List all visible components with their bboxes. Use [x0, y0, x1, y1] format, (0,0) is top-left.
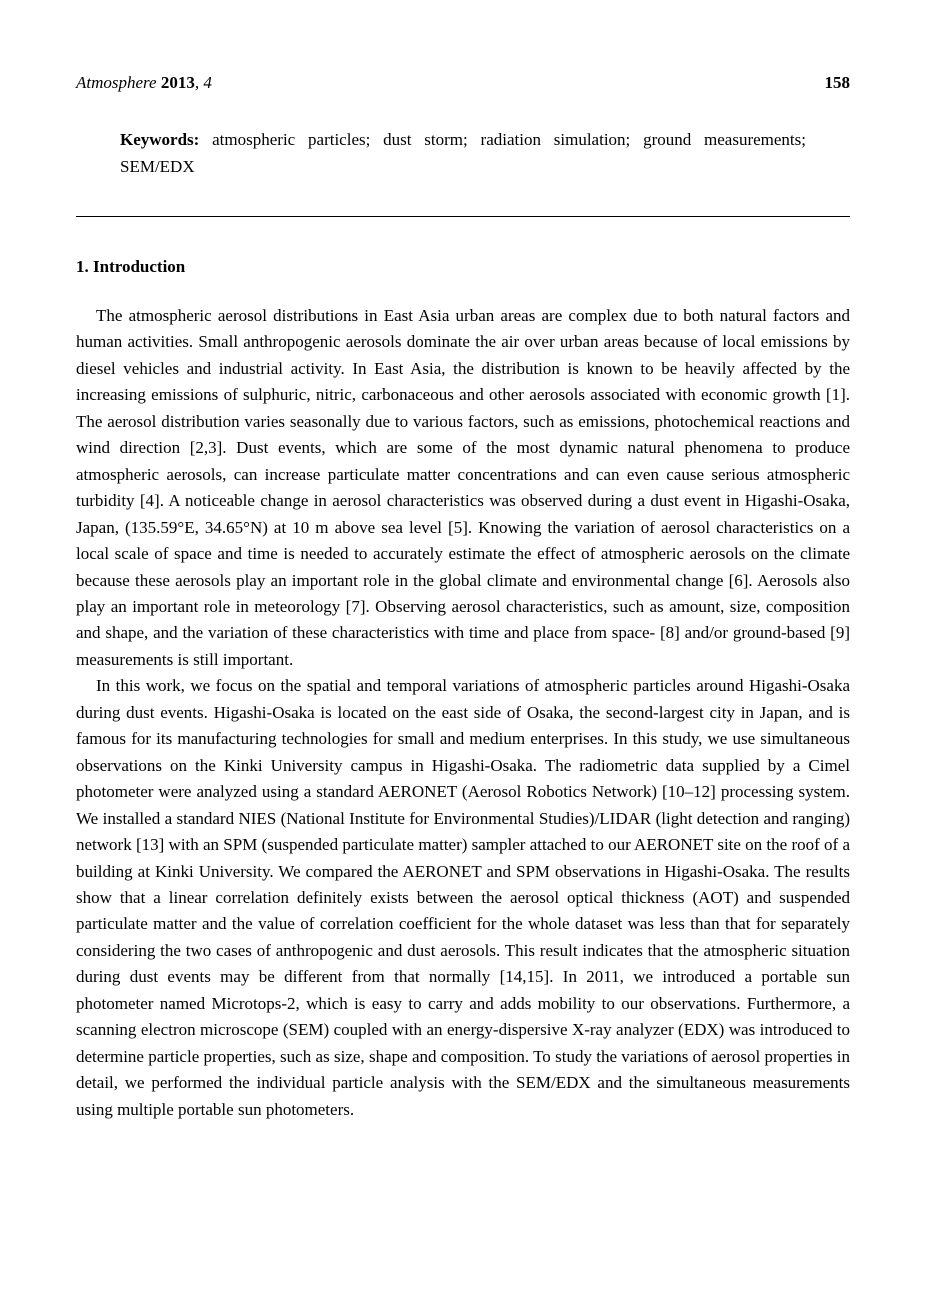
keywords-label: Keywords:: [120, 130, 200, 149]
journal-issue: , 4: [194, 73, 212, 92]
keywords-block: [120, 127, 806, 180]
section-divider: [76, 216, 850, 217]
intro-paragraph-1: The atmospheric aerosol distributions in East Asia urban areas are complex due to both natural factors and human activities. Small anthropogenic aerosols dominate the air over urban areas because of local emissions by diesel vehicles and industrial activity. In East Asia, the distribution is known to be heavily affected by the increasing emissions of sulphuric, nitric, carbonaceous and other aerosols associated with economic growth [1]. The aerosol distribution varies seasonally due to various factors, such as emissions, photochemical reactions and wind direction [2,3]. Dust events, which are some of the most dynamic natural phenomena to produce atmospheric aerosols, can increase particulate matter concentrations and can even cause serious atmospheric turbidity [4]. A noticeable change in aerosol characteristics was observed during a dust event in Higashi-Osaka, Japan, (135.59°E, 34.65°N) at 10 m above sea level [5]. Knowing the variation of aerosol characteristics on a local scale of space and time is needed to accurately estimate the effect of atmospheric aerosols on the climate because these aerosols play an important role in the global climate and environmental change [6]. Aerosols also play an important role in meteorology [7]. Observing aerosol characteristics, such as amount, size, composition and shape, and the variation of these characteristics with time and place from space- [8] and/or ground-based [9] measurements is still important.: [76, 306, 850, 669]
keywords-text: atmospheric particles; dust storm; radiation simulation; ground measurements; SEM/EDX: [120, 130, 806, 176]
intro-paragraph-2: In this work, we focus on the spatial and temporal variations of atmospheric particles around Higashi-Osaka during dust events. Higashi-Osaka is located on the east side of Osaka, the second-largest city in Japan, and is famous for its manufacturing technologies for small and medium enterprises. In this study, we use simultaneous observations on the Kinki University campus in Higashi-Osaka. The radiometric data supplied by a Cimel photometer were analyzed using a standard AERONET (Aerosol Robotics Network) [10–12] processing system. We installed a standard NIES (National Institute for Environmental Studies)/LIDAR (light detection and ranging) network [13] with an SPM (suspended particulate matter) sampler attached to our AERONET site on the roof of a building at Kinki University. We compared the AERONET and SPM observations in Higashi-Osaka. The results show that a linear correlation definitely exists between the aerosol optical thickness (AOT) and suspended particulate matter and the value of correlation coefficient for the whole dataset was less than that for separately considering the two cases of anthropogenic and dust aerosols. This result indicates that the atmospheric situation during dust events may be different from that normally [14,15]. In 2011, we introduced a portable sun photometer named Microtops-2, which is easy to carry and adds mobility to our observations. Furthermore, a scanning electron microscope (SEM) coupled with an energy-dispersive X-ray analyzer (EDX) was introduced to determine particle properties, such as size, shape and composition. To study the variations of aerosol properties in detail, we performed the individual particle analysis with the SEM/EDX and the simultaneous measurements using multiple portable sun photometers.: [76, 676, 850, 1119]
page-number: 158: [824, 73, 850, 92]
running-header: [76, 72, 850, 93]
journal-citation: [76, 72, 212, 93]
journal-year: 2013: [160, 73, 195, 92]
section-heading: 1. Introduction: [76, 257, 186, 276]
journal-name: Atmosphere: [76, 73, 157, 92]
